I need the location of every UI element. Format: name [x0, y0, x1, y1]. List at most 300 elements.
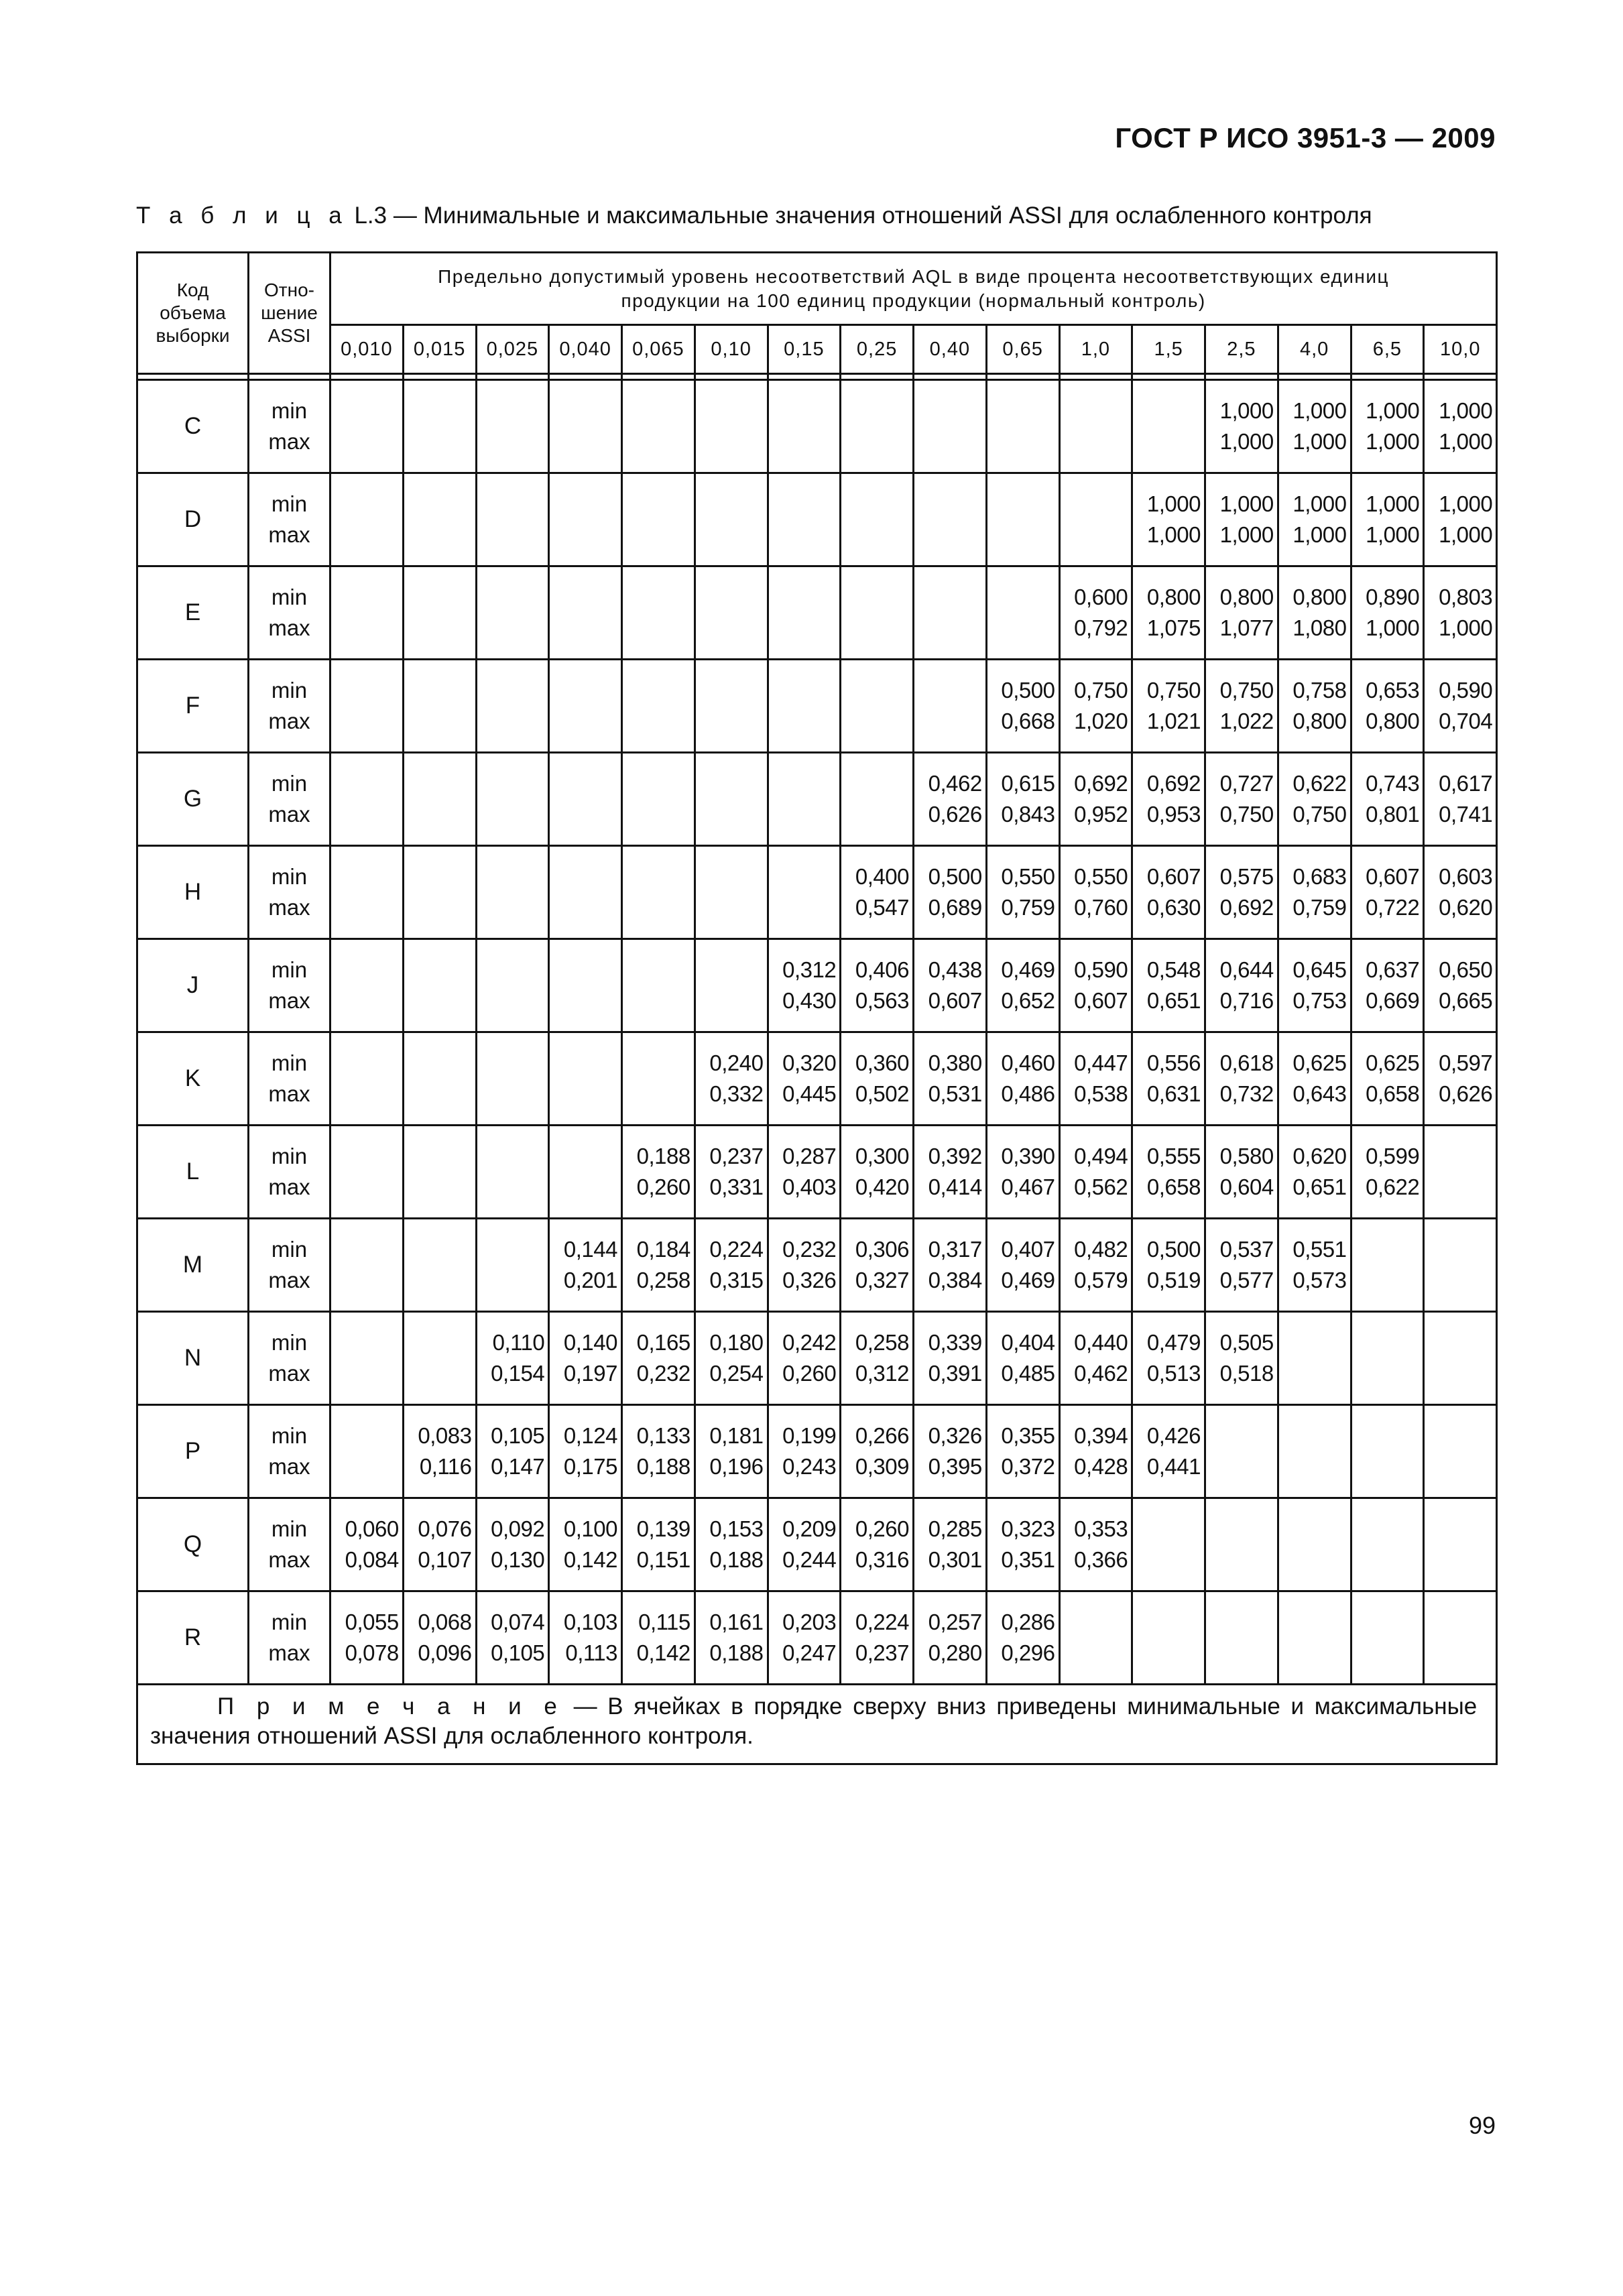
- min-value: [331, 1141, 399, 1172]
- value-cell: [403, 846, 476, 939]
- value-cell: [914, 473, 987, 566]
- value-cell: [549, 1405, 622, 1498]
- min-value: 0,266: [855, 1423, 909, 1448]
- caption-prefix: Т а б л и ц а: [136, 202, 348, 229]
- max-value: [769, 706, 837, 737]
- max-value: 0,280: [928, 1640, 982, 1665]
- min-value: [841, 396, 909, 426]
- min-value: 0,406: [855, 957, 909, 982]
- value-cell: [403, 1032, 476, 1126]
- min-value: [914, 489, 982, 520]
- min-value: [769, 396, 837, 426]
- ratio-label: min: [271, 1330, 308, 1355]
- min-value: 0,800: [1293, 585, 1347, 609]
- min-value: 0,181: [709, 1423, 764, 1448]
- value-cell: [403, 753, 476, 846]
- value-cell: [549, 846, 622, 939]
- min-value: [550, 955, 617, 985]
- max-value: 0,254: [709, 1361, 764, 1386]
- header-ratio-line: Отно-: [264, 280, 314, 300]
- value-cell: [330, 939, 404, 1032]
- min-value: [623, 489, 690, 520]
- value-cell: [549, 1498, 622, 1591]
- value-cell: [986, 1219, 1059, 1312]
- min-value: 1,000: [1219, 398, 1274, 423]
- min-value: 0,110: [492, 1330, 545, 1355]
- ratio-label: max: [268, 1361, 310, 1386]
- gap-cell: [1059, 374, 1132, 380]
- min-value: 0,326: [928, 1423, 982, 1448]
- value-cell: [1059, 1032, 1132, 1126]
- value-cell: [986, 846, 1059, 939]
- value-cell: [986, 1591, 1059, 1685]
- value-cell: [986, 1126, 1059, 1219]
- min-value: 0,617: [1439, 771, 1493, 796]
- max-value: 0,247: [782, 1640, 837, 1665]
- min-value: [1352, 1234, 1420, 1265]
- min-value: 0,599: [1366, 1144, 1420, 1168]
- header-ratio-line: шение: [261, 302, 318, 323]
- max-value: [404, 892, 472, 923]
- value-cell: [986, 1312, 1059, 1405]
- max-value: 1,000: [1293, 429, 1347, 454]
- min-value: 0,683: [1293, 864, 1347, 889]
- table-row: [137, 473, 1497, 566]
- min-value: 0,440: [1074, 1330, 1128, 1355]
- min-value: [623, 675, 690, 706]
- aql-level-header: 0,015: [403, 325, 476, 374]
- max-value: [769, 892, 837, 923]
- table-row: [137, 939, 1497, 1032]
- min-value: 0,161: [709, 1610, 764, 1634]
- min-value: 0,505: [1219, 1330, 1274, 1355]
- value-cell: [914, 566, 987, 660]
- max-value: [1206, 1545, 1274, 1575]
- value-cell: [1351, 1591, 1424, 1685]
- aql-level-row: [137, 325, 1497, 374]
- min-value: [1352, 1421, 1420, 1451]
- value-cell: [914, 1219, 987, 1312]
- min-value: 0,447: [1074, 1050, 1128, 1075]
- max-value: 0,244: [782, 1547, 837, 1572]
- min-value: 0,124: [563, 1423, 617, 1448]
- min-value: [914, 396, 982, 426]
- min-value: [841, 582, 909, 613]
- value-cell: [695, 1591, 768, 1685]
- min-value: 0,394: [1074, 1423, 1128, 1448]
- value-cell: [1278, 1219, 1351, 1312]
- ratio-label: max: [268, 709, 310, 733]
- value-cell: [1278, 1498, 1351, 1591]
- min-value: [914, 675, 982, 706]
- value-cell: [1351, 660, 1424, 753]
- value-cell: [622, 1126, 695, 1219]
- max-value: [769, 799, 837, 830]
- value-cell: [1351, 1312, 1424, 1405]
- gap-cell: [549, 374, 622, 380]
- value-cell: [476, 660, 549, 753]
- min-value: [404, 489, 472, 520]
- max-value: 0,750: [1293, 802, 1347, 827]
- gap-cell: [1205, 374, 1278, 380]
- value-cell: [841, 1219, 914, 1312]
- aql-level-header: 6,5: [1351, 325, 1424, 374]
- max-value: 0,258: [636, 1268, 690, 1292]
- max-value: 0,469: [1001, 1268, 1055, 1292]
- min-value: 0,199: [782, 1423, 837, 1448]
- min-value: 0,144: [563, 1237, 617, 1262]
- value-cell: [1059, 566, 1132, 660]
- aql-level-header: 4,0: [1278, 325, 1351, 374]
- value-cell: [476, 1219, 549, 1312]
- min-value: 0,139: [636, 1516, 690, 1541]
- min-value: 0,257: [928, 1610, 982, 1634]
- max-value: [696, 706, 764, 737]
- value-cell: [622, 1405, 695, 1498]
- max-value: 0,332: [709, 1081, 764, 1106]
- value-cell: [476, 1498, 549, 1591]
- max-value: [404, 520, 472, 550]
- max-value: [1425, 1545, 1492, 1575]
- max-value: [696, 613, 764, 644]
- sample-code-cell: G: [137, 753, 249, 846]
- min-value: 0,312: [782, 957, 837, 982]
- max-value: 0,243: [782, 1454, 837, 1479]
- min-value: 0,355: [1001, 1423, 1055, 1448]
- min-value: [331, 768, 399, 799]
- max-value: 0,668: [1001, 709, 1055, 733]
- value-cell: [1278, 939, 1351, 1032]
- min-value: 0,390: [1001, 1144, 1055, 1168]
- min-value: 0,494: [1074, 1144, 1128, 1168]
- value-cell: [914, 380, 987, 473]
- min-value: [841, 675, 909, 706]
- table-row: [137, 566, 1497, 660]
- max-value: 0,577: [1219, 1268, 1274, 1292]
- note-text: — В ячейках в порядке сверху вниз приведены минимальные и максимальные значения отношений ASSI для ослабленного контроля.: [150, 1693, 1478, 1749]
- min-value: [696, 675, 764, 706]
- value-cell: [622, 1312, 695, 1405]
- min-value: [1061, 489, 1128, 520]
- max-value: 0,620: [1439, 895, 1493, 920]
- min-value: 0,750: [1219, 678, 1274, 703]
- value-cell: [695, 1219, 768, 1312]
- value-cell: [1278, 473, 1351, 566]
- min-value: 0,462: [928, 771, 982, 796]
- gap-cell: [403, 374, 476, 380]
- max-value: 0,741: [1439, 802, 1493, 827]
- min-value: [550, 489, 617, 520]
- max-value: [331, 1451, 399, 1482]
- value-cell: [549, 380, 622, 473]
- max-value: 0,607: [928, 988, 982, 1013]
- value-cell: [1132, 1312, 1205, 1405]
- aql-level-header: 1,0: [1059, 325, 1132, 374]
- max-value: 0,502: [855, 1081, 909, 1106]
- max-value: 0,113: [565, 1640, 617, 1665]
- min-value: [1061, 396, 1128, 426]
- table-row: [137, 380, 1497, 473]
- max-value: 0,237: [855, 1640, 909, 1665]
- min-value: 0,100: [563, 1516, 617, 1541]
- min-value: 0,645: [1293, 957, 1347, 982]
- value-cell: [1205, 1219, 1278, 1312]
- min-value: 0,479: [1146, 1330, 1201, 1355]
- min-value: 0,727: [1219, 771, 1274, 796]
- max-value: [477, 1079, 545, 1109]
- max-value: [1133, 426, 1201, 457]
- value-cell: [1132, 1405, 1205, 1498]
- max-value: [477, 892, 545, 923]
- ratio-label: max: [268, 429, 310, 454]
- value-cell: [1059, 1312, 1132, 1405]
- min-value: 0,240: [709, 1050, 764, 1075]
- value-cell: [768, 1591, 841, 1685]
- max-value: 0,800: [1293, 709, 1347, 733]
- value-cell: [1205, 380, 1278, 473]
- max-value: 0,689: [928, 895, 982, 920]
- max-value: 0,414: [928, 1174, 982, 1199]
- max-value: 1,080: [1293, 615, 1347, 640]
- min-value: [404, 675, 472, 706]
- max-value: [623, 426, 690, 457]
- max-value: [623, 613, 690, 644]
- min-value: 0,060: [345, 1516, 399, 1541]
- min-value: [769, 489, 837, 520]
- min-value: [1425, 1514, 1492, 1545]
- value-cell: [914, 1126, 987, 1219]
- max-value: 0,562: [1074, 1174, 1128, 1199]
- max-value: 0,704: [1439, 709, 1493, 733]
- value-cell: [768, 1032, 841, 1126]
- header-aql-line: продукции на 100 единиц продукции (нормальный контроль): [621, 290, 1206, 311]
- value-cell: [914, 1312, 987, 1405]
- min-value: 0,438: [928, 957, 982, 982]
- min-value: 0,500: [1146, 1237, 1201, 1262]
- gap-cell: [1132, 374, 1205, 380]
- aql-level-header: 2,5: [1205, 325, 1278, 374]
- sample-code-cell: R: [137, 1591, 249, 1685]
- value-cell: [1132, 1591, 1205, 1685]
- min-value: [550, 675, 617, 706]
- min-value: 0,203: [782, 1610, 837, 1634]
- value-cell: [695, 1312, 768, 1405]
- min-value: 0,600: [1074, 585, 1128, 609]
- max-value: [623, 985, 690, 1016]
- value-cell: [986, 1498, 1059, 1591]
- value-cell: [1424, 939, 1497, 1032]
- min-value: 0,625: [1293, 1050, 1347, 1075]
- sample-code-cell: H: [137, 846, 249, 939]
- max-value: [1279, 1638, 1347, 1669]
- value-cell: [1059, 1219, 1132, 1312]
- max-value: 0,952: [1074, 802, 1128, 827]
- gap-cell: [841, 374, 914, 380]
- gap-cell: [1424, 374, 1497, 380]
- ratio-label: max: [268, 522, 310, 547]
- gap-cell: [1351, 374, 1424, 380]
- min-value: [404, 1327, 472, 1358]
- min-value: 0,360: [855, 1050, 909, 1075]
- ratio-label: max: [268, 988, 310, 1013]
- min-value: 0,092: [491, 1516, 545, 1541]
- value-cell: [1424, 380, 1497, 473]
- value-cell: [695, 473, 768, 566]
- min-value: 0,550: [1001, 864, 1055, 889]
- max-value: [623, 892, 690, 923]
- value-cell: [1205, 1312, 1278, 1405]
- table-caption: [136, 202, 1372, 229]
- gap-cell: [768, 374, 841, 380]
- max-value: [331, 1358, 399, 1389]
- aql-level-header: 10,0: [1424, 325, 1497, 374]
- header-sample-code: [137, 253, 249, 374]
- max-value: 0,722: [1366, 895, 1420, 920]
- aql-level-header: 0,025: [476, 325, 549, 374]
- max-value: 1,000: [1366, 429, 1420, 454]
- max-value: 1,075: [1146, 615, 1201, 640]
- aql-level-header: 0,065: [622, 325, 695, 374]
- max-value: 0,732: [1219, 1081, 1274, 1106]
- value-cell: [549, 660, 622, 753]
- min-value: [623, 396, 690, 426]
- min-value: 0,392: [928, 1144, 982, 1168]
- max-value: [623, 1079, 690, 1109]
- value-cell: [330, 473, 404, 566]
- min-value: [1206, 1421, 1274, 1451]
- min-value: 0,353: [1074, 1516, 1128, 1541]
- min-value: [550, 396, 617, 426]
- max-value: 0,391: [928, 1361, 982, 1386]
- min-value: [623, 582, 690, 613]
- max-value: [331, 799, 399, 830]
- max-value: [331, 985, 399, 1016]
- gap-cell: [137, 374, 249, 380]
- max-value: 0,301: [928, 1547, 982, 1572]
- table-row: [137, 846, 1497, 939]
- max-value: 0,309: [855, 1454, 909, 1479]
- value-cell: [1424, 1591, 1497, 1685]
- max-value: [477, 985, 545, 1016]
- max-value: [404, 1079, 472, 1109]
- value-cell: [914, 1405, 987, 1498]
- min-value: [696, 768, 764, 799]
- max-value: [987, 520, 1055, 550]
- max-value: [1352, 1358, 1420, 1389]
- max-value: 0,669: [1366, 988, 1420, 1013]
- value-cell: [476, 1591, 549, 1685]
- min-value: 0,800: [1219, 585, 1274, 609]
- max-value: [550, 1172, 617, 1203]
- ratio-label: max: [268, 1454, 310, 1479]
- value-cell: [1059, 939, 1132, 1032]
- value-cell: [1278, 380, 1351, 473]
- min-value: 0,803: [1439, 585, 1493, 609]
- min-value: 0,323: [1001, 1516, 1055, 1541]
- max-value: [1133, 1638, 1201, 1669]
- min-value: [331, 396, 399, 426]
- value-cell: [549, 1312, 622, 1405]
- min-value: [477, 955, 545, 985]
- min-value: 0,692: [1074, 771, 1128, 796]
- max-value: 0,579: [1074, 1268, 1128, 1292]
- value-cell: [549, 566, 622, 660]
- value-cell: [330, 1312, 404, 1405]
- max-value: [477, 426, 545, 457]
- value-cell: [1278, 1032, 1351, 1126]
- value-cell: [1132, 1219, 1205, 1312]
- min-value: 0,140: [563, 1330, 617, 1355]
- min-value: [331, 675, 399, 706]
- min-value: [696, 861, 764, 892]
- gap-cell: [1278, 374, 1351, 380]
- header-ratio-line: ASSI: [267, 325, 311, 346]
- max-value: [769, 426, 837, 457]
- max-value: [841, 799, 909, 830]
- max-value: 1,000: [1219, 429, 1274, 454]
- max-value: [696, 520, 764, 550]
- max-value: 0,403: [782, 1174, 837, 1199]
- value-cell: [1059, 1498, 1132, 1591]
- min-value: 0,103: [563, 1610, 617, 1634]
- min-value: [550, 861, 617, 892]
- value-cell: [403, 939, 476, 1032]
- max-value: [1133, 1545, 1201, 1575]
- min-value: [550, 1141, 617, 1172]
- value-cell: [1059, 1405, 1132, 1498]
- value-cell: [1205, 1126, 1278, 1219]
- value-cell: [403, 380, 476, 473]
- min-value: 0,083: [418, 1423, 472, 1448]
- value-cell: [841, 566, 914, 660]
- aql-level-header: 0,040: [549, 325, 622, 374]
- max-value: 0,843: [1001, 802, 1055, 827]
- max-value: 0,196: [709, 1454, 764, 1479]
- max-value: 1,000: [1439, 429, 1493, 454]
- max-value: 0,420: [855, 1174, 909, 1199]
- table-row: [137, 1405, 1497, 1498]
- min-value: 0,500: [1001, 678, 1055, 703]
- ratio-label: min: [271, 957, 308, 982]
- aql-level-header: 0,10: [695, 325, 768, 374]
- value-cell: [1351, 566, 1424, 660]
- min-value: 0,482: [1074, 1237, 1128, 1262]
- sample-code-cell: D: [137, 473, 249, 566]
- min-value: 0,260: [855, 1516, 909, 1541]
- max-value: [1279, 1545, 1347, 1575]
- min-value: 0,074: [491, 1610, 545, 1634]
- min-value: 1,000: [1293, 491, 1347, 516]
- ratio-label-cell: [249, 1312, 330, 1405]
- value-cell: [986, 753, 1059, 846]
- max-value: [1425, 1358, 1492, 1389]
- table-body: [137, 374, 1497, 1764]
- max-value: 0,953: [1146, 802, 1201, 827]
- ratio-label-cell: [249, 1591, 330, 1685]
- value-cell: [1059, 380, 1132, 473]
- max-value: [477, 1265, 545, 1296]
- min-value: 0,637: [1366, 957, 1420, 982]
- min-value: [914, 582, 982, 613]
- min-value: [1352, 1514, 1420, 1545]
- value-cell: [1278, 1405, 1351, 1498]
- value-cell: [549, 939, 622, 1032]
- max-value: 0,692: [1219, 895, 1274, 920]
- value-cell: [1205, 846, 1278, 939]
- min-value: [331, 1048, 399, 1079]
- table-row: [137, 660, 1497, 753]
- ratio-label: max: [268, 1081, 310, 1106]
